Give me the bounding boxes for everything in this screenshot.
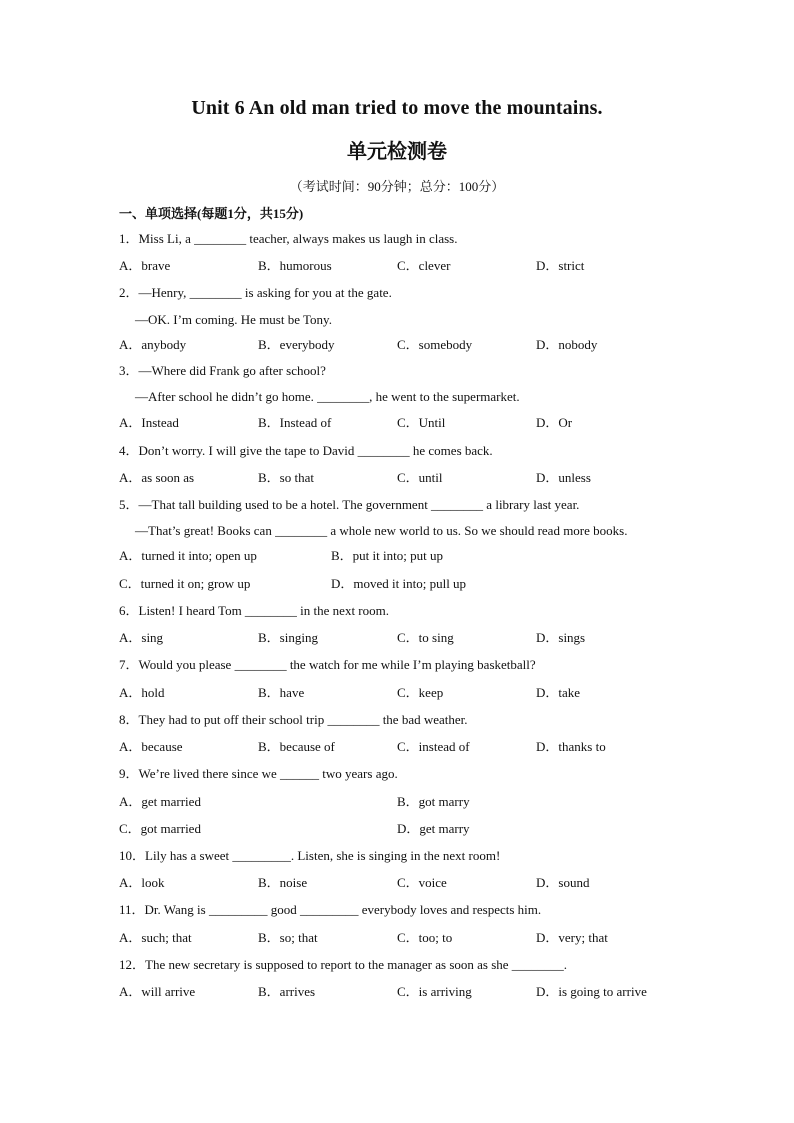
question-10-option-b: B．noise (258, 875, 308, 890)
question-2-stem: 2．—Henry, ________ is asking for you at the gate. (119, 285, 392, 300)
question-3-option-d: D．Or (536, 415, 573, 430)
question-8-option-a: A．because (119, 739, 183, 754)
question-1-option-c: C．clever (397, 258, 451, 273)
question-7-stem: 7．Would you please ________ the watch for me while I’m playing basketball? (119, 657, 536, 672)
question-11-option-c: C．too; to (397, 930, 453, 945)
question-10-option-c: C．voice (397, 875, 447, 890)
question-5-option-c: C．turned it on; grow up (119, 576, 251, 591)
question-12-option-c: C．is arriving (397, 984, 472, 999)
question-2-stem-reply: —OK. I’m coming. He must be Tony. (135, 312, 332, 327)
question-3-option-a: A．Instead (119, 415, 179, 430)
question-7-option-d: D．take (536, 685, 581, 700)
question-5-option-a: A．turned it into; open up (119, 548, 257, 563)
question-4-option-a: A．as soon as (119, 470, 195, 485)
question-5-stem: 5．—That tall building used to be a hotel. The government ________ a library last year. (119, 497, 580, 512)
question-1-option-a: A．brave (119, 258, 171, 273)
question-12-stem: 12．The new secretary is supposed to report to the manager as soon as she ________. (119, 957, 568, 972)
question-3-option-c: C．Until (397, 415, 446, 430)
question-1-stem: 1．Miss Li, a ________ teacher, always makes us laugh in class. (119, 231, 458, 246)
document-subtitle: 单元检测卷 (347, 141, 447, 163)
question-10-stem: 10．Lily has a sweet _________. Listen, she is singing in the next room! (119, 848, 501, 863)
question-2-option-d: D．nobody (536, 337, 598, 352)
question-5-option-d: D．moved it into; pull up (331, 576, 467, 591)
question-4-option-b: B．so that (258, 470, 314, 485)
question-3-stem: 3．—Where did Frank go after school? (119, 363, 326, 378)
question-3-stem-reply: —After school he didn’t go home. ________, he went to the supermarket. (135, 389, 520, 404)
question-6-option-a: A．sing (119, 630, 164, 645)
question-11-option-d: D．very; that (536, 930, 608, 945)
question-5-option-b: B．put it into; put up (331, 548, 443, 563)
question-8-stem: 8．They had to put off their school trip ________ the bad weather. (119, 712, 468, 727)
question-2-option-b: B．everybody (258, 337, 335, 352)
question-3-option-b: B．Instead of (258, 415, 332, 430)
question-4-option-d: D．unless (536, 470, 591, 485)
question-6-option-c: C．to sing (397, 630, 454, 645)
question-10-option-d: D．sound (536, 875, 590, 890)
question-6-stem: 6．Listen! I heard Tom ________ in the next room. (119, 603, 389, 618)
question-8-option-b: B．because of (258, 739, 335, 754)
question-7-option-b: B．have (258, 685, 305, 700)
document-title: Unit 6 An old man tried to move the mountains. (191, 97, 603, 119)
question-9-stem: 9．We’re lived there since we ______ two years ago. (119, 766, 398, 781)
question-9-option-a: A．get married (119, 794, 201, 809)
question-7-option-a: A．hold (119, 685, 165, 700)
question-1-option-b: B．humorous (258, 258, 332, 273)
question-9-option-c: C．got married (119, 821, 201, 836)
exam-info: （考试时间：90分钟；总分：100分） (289, 179, 505, 194)
question-10-option-a: A．look (119, 875, 165, 890)
question-4-option-c: C．until (397, 470, 443, 485)
question-9-option-b: B．got marry (397, 794, 470, 809)
question-5-stem-reply: —That’s great! Books can ________ a whole new world to us. So we should read more books. (135, 523, 628, 538)
question-12-option-d: D．is going to arrive (536, 984, 647, 999)
question-11-option-a: A．such; that (119, 930, 192, 945)
question-4-stem: 4．Don’t worry. I will give the tape to David ________ he comes back. (119, 443, 493, 458)
question-11-option-b: B．so; that (258, 930, 318, 945)
section-heading: 一、单项选择(每题1分，共15分) (119, 206, 304, 221)
question-6-option-b: B．singing (258, 630, 318, 645)
question-11-stem: 11．Dr. Wang is _________ good _________ everybody loves and respects him. (119, 902, 542, 917)
question-8-option-c: C．instead of (397, 739, 470, 754)
question-6-option-d: D．sings (536, 630, 586, 645)
question-2-option-a: A．anybody (119, 337, 187, 352)
question-1-option-d: D．strict (536, 258, 585, 273)
question-12-option-a: A．will arrive (119, 984, 196, 999)
question-9-option-d: D．get marry (397, 821, 470, 836)
question-8-option-d: D．thanks to (536, 739, 606, 754)
question-12-option-b: B．arrives (258, 984, 316, 999)
question-2-option-c: C．somebody (397, 337, 473, 352)
question-7-option-c: C．keep (397, 685, 444, 700)
